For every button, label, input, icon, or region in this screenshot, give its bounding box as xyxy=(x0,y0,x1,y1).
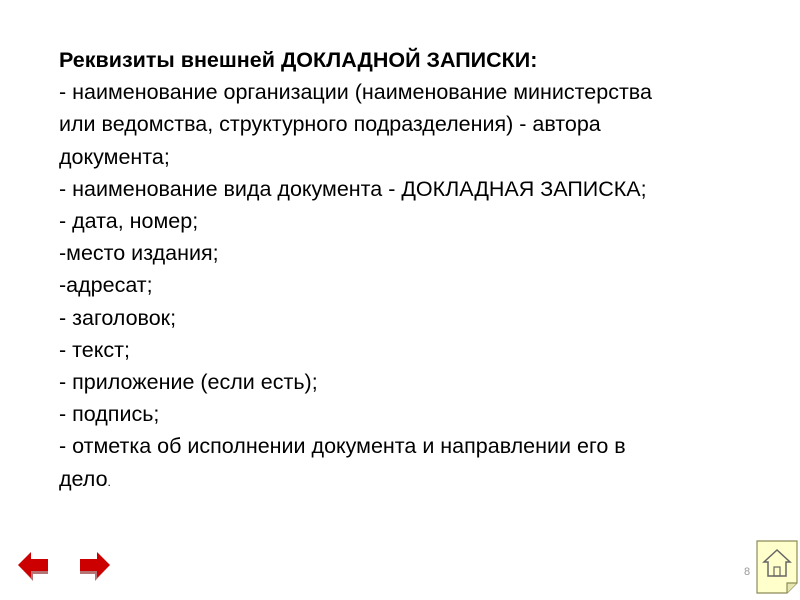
slide-title: Реквизиты внешней ДОКЛАДНОЙ ЗАПИСКИ: xyxy=(59,48,538,72)
requisite-line: -адресат; xyxy=(59,273,153,298)
requisite-line: - приложение (если есть); xyxy=(59,370,318,395)
requisite-line: - текст; xyxy=(59,337,130,362)
trailing-mark: . xyxy=(107,474,111,489)
requisite-line: - наименование вида документа - ДОКЛАДНАЯ ЗАПИСКА; xyxy=(59,176,647,201)
requisite-line: - дата, номер; xyxy=(59,209,199,234)
requisite-line: -место издания; xyxy=(59,241,219,266)
requisite-line-text: дело xyxy=(59,466,108,491)
requisite-line-last xyxy=(59,463,759,498)
slide-content xyxy=(59,44,759,498)
next-slide-button[interactable] xyxy=(79,549,111,581)
requisite-line: - подпись; xyxy=(59,402,160,427)
requisite-line: - отметка об исполнении документа и направлении его в xyxy=(59,434,626,459)
prev-slide-button[interactable] xyxy=(17,549,49,581)
requisite-line: документа; xyxy=(59,144,170,169)
requisite-line: - наименование организации (наименование министерства xyxy=(59,80,652,105)
home-icon xyxy=(756,540,798,594)
requisite-line: - заголовок; xyxy=(59,305,177,330)
arrow-right-icon xyxy=(79,549,111,581)
requisite-line: или ведомства, структурного подразделения) - автора xyxy=(59,112,601,137)
home-button[interactable] xyxy=(756,540,798,594)
arrow-left-icon xyxy=(17,549,49,581)
page-number: 8 xyxy=(744,566,751,578)
